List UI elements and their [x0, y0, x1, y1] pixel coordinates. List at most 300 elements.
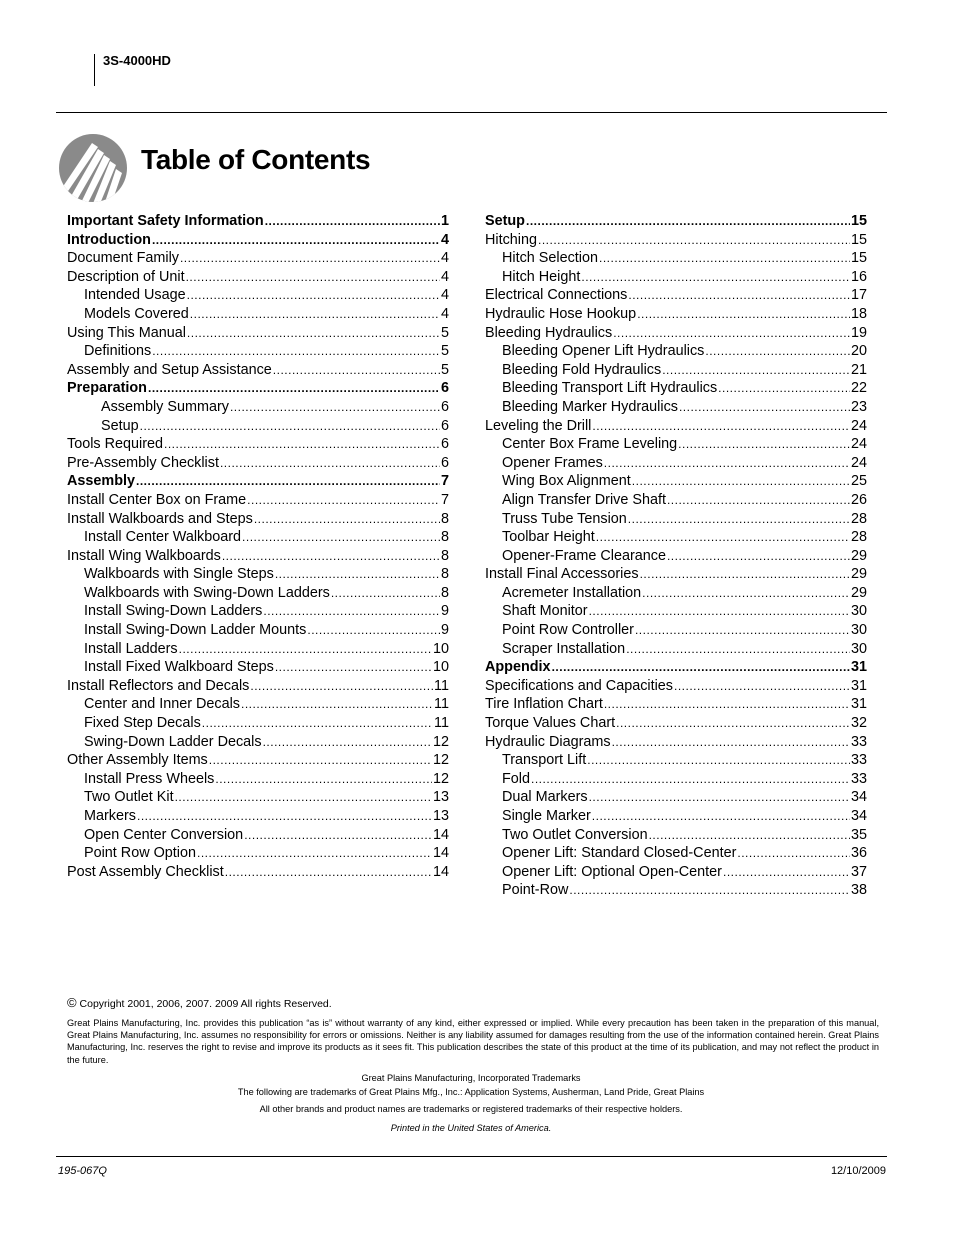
- toc-entry-label: Install Swing-Down Ladder Mounts: [84, 622, 307, 639]
- toc-leader-dots: [275, 658, 432, 677]
- toc-entry-label: Transport Lift: [502, 752, 587, 769]
- toc-entry[interactable]: [67, 584, 449, 603]
- toc-entry-label: Dual Markers: [502, 789, 588, 806]
- toc-entry-label: Hitching: [485, 231, 537, 248]
- toc-leader-dots: [737, 844, 850, 863]
- toc-entry-label: Open Center Conversion: [84, 826, 244, 843]
- toc-entry-page: 31: [850, 696, 867, 713]
- toc-entry[interactable]: [67, 788, 449, 807]
- toc-entry-label: Bleeding Marker Hydraulics: [502, 398, 678, 415]
- toc-entry-page: 20: [850, 343, 867, 360]
- toc-entry[interactable]: [67, 361, 449, 380]
- toc-entry-page: 12: [432, 752, 449, 769]
- toc-entry[interactable]: [67, 528, 449, 547]
- toc-entry-label: Important Safety Information: [67, 213, 264, 229]
- toc-entry-page: 5: [440, 361, 449, 378]
- toc-entry-page: 35: [850, 826, 867, 843]
- toc-leader-dots: [215, 770, 432, 789]
- toc-entry-page: 12: [432, 770, 449, 787]
- toc-entry-page: 9: [440, 603, 449, 620]
- top-divider: [56, 112, 887, 113]
- toc-entry[interactable]: [67, 268, 449, 287]
- toc-entry[interactable]: [67, 286, 449, 305]
- toc-leader-dots: [152, 342, 440, 361]
- toc-entry-label: Align Transfer Drive Shaft: [502, 491, 666, 508]
- toc-entry-page: 6: [440, 398, 449, 415]
- toc-entry[interactable]: [67, 807, 449, 826]
- toc-entry-page: 19: [850, 324, 867, 341]
- toc-entry-page: 12: [432, 733, 449, 750]
- toc-entry-label: Center and Inner Decals: [84, 696, 240, 713]
- toc-entry-page: 11: [434, 696, 449, 713]
- toc-leader-dots: [265, 212, 440, 231]
- toc-entry-label: Hitch Selection: [502, 250, 598, 267]
- toc-entry-page: 30: [850, 622, 867, 639]
- toc-entry-label: Scraper Installation: [502, 640, 626, 657]
- toc-entry-label: Two Outlet Conversion: [502, 826, 648, 843]
- toc-entry-label: Setup: [101, 417, 139, 434]
- toc-entry-page: 5: [440, 343, 449, 360]
- toc-entry-page: 15: [850, 231, 867, 248]
- toc-leader-dots: [175, 788, 432, 807]
- toc-entry-page: 21: [850, 361, 867, 378]
- toc-entry-label: Install Walkboards and Steps: [67, 510, 253, 527]
- toc-leader-dots: [242, 528, 440, 547]
- toc-leader-dots: [628, 286, 850, 305]
- page-title: Table of Contents: [141, 144, 371, 175]
- toc-entry-label: Two Outlet Kit: [84, 789, 174, 806]
- toc-entry-page: 33: [850, 733, 867, 750]
- toc-entry[interactable]: [67, 826, 449, 845]
- toc-entry-page: 22: [850, 380, 867, 397]
- toc-entry-page: 7: [440, 473, 449, 490]
- toc-entry[interactable]: [67, 491, 449, 510]
- toc-entry-label: Walkboards with Single Steps: [84, 566, 274, 583]
- toc-entry-label: Opener-Frame Clearance: [502, 547, 666, 564]
- toc-leader-dots: [247, 491, 440, 510]
- toc-entry-page: 6: [440, 454, 449, 471]
- toc-entry-label: Install Final Accessories: [485, 566, 639, 583]
- toc-leader-dots: [705, 342, 850, 361]
- toc-entry[interactable]: [67, 454, 449, 473]
- toc-entry-page: 17: [850, 287, 867, 304]
- toc-leader-dots: [589, 788, 850, 807]
- toc-leader-dots: [662, 361, 850, 380]
- toc-entry[interactable]: [67, 695, 449, 714]
- toc-leader-dots: [202, 714, 433, 733]
- toc-entry-label: Introduction: [67, 231, 151, 248]
- trademarks-list: The following are trademarks of Great Plains Mfg., Inc.: Application Systems, Ausherman, Land Pride, Great Plains: [237, 1087, 705, 1097]
- toc-entry-label: Install Swing-Down Ladders: [84, 603, 263, 620]
- toc-entry[interactable]: [67, 305, 449, 324]
- toc-entry[interactable]: [67, 547, 449, 566]
- toc-leader-dots: [538, 231, 850, 250]
- header-rule: [94, 54, 95, 86]
- toc-entry-label: Hitch Height: [502, 268, 581, 285]
- toc-entry[interactable]: [485, 881, 867, 900]
- toc-leader-dots: [613, 324, 850, 343]
- toc-entry[interactable]: [67, 342, 449, 361]
- toc-entry[interactable]: [485, 472, 867, 491]
- bottom-divider: [56, 1156, 887, 1157]
- toc-entry-page: 8: [440, 547, 449, 564]
- toc-leader-dots: [667, 547, 850, 566]
- toc-entry[interactable]: [485, 212, 867, 231]
- toc-entry-label: Install Fixed Walkboard Steps: [84, 659, 274, 676]
- toc-entry-page: 13: [432, 789, 449, 806]
- toc-entry[interactable]: [485, 547, 867, 566]
- toc-entry[interactable]: [67, 249, 449, 268]
- toc-leader-dots: [637, 305, 850, 324]
- toc-entry[interactable]: [485, 658, 867, 677]
- toc-entry[interactable]: [485, 268, 867, 287]
- toc-entry[interactable]: [485, 324, 867, 343]
- toc-entry-page: 9: [440, 622, 449, 639]
- toc-entry-page: 16: [850, 268, 867, 285]
- toc-entry[interactable]: [485, 714, 867, 733]
- toc-entry[interactable]: [67, 714, 449, 733]
- toc-entry-page: 10: [432, 640, 449, 657]
- toc-entry-label: Point Row Option: [84, 845, 196, 862]
- toc-entry-label: Specifications and Capacities: [485, 677, 673, 694]
- toc-entry-page: 15: [850, 250, 867, 267]
- toc-leader-dots: [241, 695, 433, 714]
- toc-leader-dots: [179, 640, 432, 659]
- toc-entry-label: Assembly Summary: [101, 398, 229, 415]
- toc-entry-label: Install Ladders: [84, 640, 178, 657]
- toc-leader-dots: [678, 435, 850, 454]
- toc-entry[interactable]: [485, 510, 867, 529]
- toc-right-column: [485, 212, 867, 900]
- copyright-symbol: ©: [67, 995, 77, 1010]
- toc-entry[interactable]: [485, 788, 867, 807]
- toc-entry-label: Bleeding Hydraulics: [485, 324, 613, 341]
- toc-entry[interactable]: [67, 602, 449, 621]
- toc-entry[interactable]: [485, 621, 867, 640]
- toc-entry-label: Models Covered: [84, 305, 189, 322]
- toc-entry-label: Bleeding Fold Hydraulics: [502, 361, 662, 378]
- trademarks-title: Great Plains Manufacturing, Incorporated Trademarks: [361, 1073, 581, 1083]
- toc-leader-dots: [718, 379, 850, 398]
- toc-entry-label: Description of Unit: [67, 268, 185, 285]
- toc-leader-dots: [263, 602, 440, 621]
- toc-entry[interactable]: [485, 844, 867, 863]
- toc-leader-dots: [649, 826, 850, 845]
- toc-entry-page: 13: [432, 808, 449, 824]
- toc-leader-dots: [137, 807, 432, 826]
- toc-entry[interactable]: [485, 602, 867, 621]
- toc-leader-dots: [628, 510, 850, 529]
- toc-entry-page: 32: [850, 715, 867, 732]
- toc-entry-page: 23: [850, 398, 867, 415]
- toc-entry-label: Leveling the Drill: [485, 417, 592, 434]
- toc-leader-dots: [186, 268, 440, 287]
- toc-entry-page: 29: [850, 547, 867, 564]
- toc-entry[interactable]: [485, 231, 867, 250]
- toc-entry-page: 31: [850, 659, 867, 676]
- toc-left-column: [67, 212, 449, 881]
- toc-entry[interactable]: [485, 398, 867, 417]
- toc-leader-dots: [640, 565, 850, 584]
- toc-leader-dots: [230, 398, 440, 417]
- toc-entry-label: Using This Manual: [67, 324, 186, 341]
- toc-entry-page: 11: [434, 715, 449, 732]
- toc-entry-page: 37: [850, 863, 867, 880]
- toc-entry[interactable]: [485, 770, 867, 789]
- toc-entry-page: 14: [432, 826, 449, 843]
- toc-entry-page: 24: [850, 417, 867, 434]
- toc-entry-label: Torque Values Chart: [485, 715, 616, 732]
- toc-entry-label: Bleeding Opener Lift Hydraulics: [502, 343, 705, 360]
- toc-entry-page: 4: [440, 268, 449, 285]
- toc-entry-page: 24: [850, 436, 867, 453]
- toc-entry-page: 36: [850, 845, 867, 862]
- toc-entry-page: 4: [440, 231, 449, 248]
- toc-entry-label: Install Reflectors and Decals: [67, 677, 250, 694]
- toc-entry-label: Tools Required: [67, 436, 163, 453]
- toc-entry-label: Opener Lift: Standard Closed-Center: [502, 845, 737, 862]
- toc-leader-dots: [632, 472, 850, 491]
- toc-entry[interactable]: [485, 379, 867, 398]
- toc-leader-dots: [604, 695, 850, 714]
- toc-entry-label: Bleeding Transport Lift Hydraulics: [502, 380, 718, 397]
- toc-entry-label: Shaft Monitor: [502, 603, 588, 620]
- toc-entry[interactable]: [67, 510, 449, 529]
- toc-entry-page: 4: [440, 250, 449, 267]
- toc-leader-dots: [599, 249, 850, 268]
- toc-entry-label: Preparation: [67, 380, 147, 397]
- toc-leader-dots: [180, 249, 440, 268]
- toc-entry-page: 33: [850, 770, 867, 787]
- toc-entry[interactable]: [67, 398, 449, 417]
- toc-entry[interactable]: [485, 286, 867, 305]
- toc-entry[interactable]: [485, 491, 867, 510]
- toc-entry-page: 8: [440, 529, 449, 546]
- toc-entry-label: Assembly: [67, 473, 135, 490]
- toc-entry-label: Center Box Frame Leveling: [502, 436, 678, 453]
- toc-leader-dots: [190, 305, 440, 324]
- document-date: 12/10/2009: [830, 1165, 886, 1177]
- toc-entry-label: Acremeter Installation: [502, 584, 642, 601]
- toc-leader-dots: [244, 826, 432, 845]
- toc-entry-label: Install Wing Walkboards: [67, 547, 221, 564]
- toc-entry-label: Point Row Controller: [502, 622, 634, 639]
- toc-entry[interactable]: [67, 565, 449, 584]
- toc-entry-page: 29: [850, 566, 867, 583]
- toc-entry[interactable]: [485, 417, 867, 436]
- toc-leader-dots: [667, 491, 850, 510]
- toc-leader-dots: [526, 212, 850, 231]
- toc-leader-dots: [587, 751, 850, 770]
- toc-entry[interactable]: [67, 751, 449, 770]
- toc-entry[interactable]: [485, 677, 867, 696]
- toc-entry-label: Wing Box Alignment: [502, 473, 631, 490]
- toc-leader-dots: [723, 863, 850, 882]
- toc-entry-page: 25: [850, 473, 867, 490]
- toc-entry[interactable]: [485, 640, 867, 659]
- toc-entry[interactable]: [67, 844, 449, 863]
- toc-entry[interactable]: [67, 324, 449, 343]
- toc-leader-dots: [140, 417, 440, 436]
- toc-entry-page: 34: [850, 808, 867, 824]
- toc-leader-dots: [187, 286, 440, 305]
- toc-leader-dots: [531, 770, 850, 789]
- toc-entry[interactable]: [67, 472, 449, 491]
- toc-entry[interactable]: [485, 751, 867, 770]
- toc-entry[interactable]: [67, 640, 449, 659]
- toc-entry[interactable]: [67, 621, 449, 640]
- toc-leader-dots: [589, 602, 850, 621]
- toc-entry-page: 14: [432, 863, 449, 880]
- printed-notice: Printed in the United States of America.: [390, 1123, 552, 1133]
- toc-entry[interactable]: [67, 733, 449, 752]
- toc-entry[interactable]: [485, 435, 867, 454]
- toc-entry-page: 8: [440, 566, 449, 583]
- toc-entry-page: 18: [850, 305, 867, 322]
- toc-leader-dots: [616, 714, 850, 733]
- toc-leader-dots: [209, 751, 432, 770]
- toc-entry-page: 29: [850, 584, 867, 601]
- toc-entry-label: Install Center Box on Frame: [67, 491, 247, 508]
- toc-leader-dots: [592, 417, 850, 436]
- toc-entry[interactable]: [67, 379, 449, 398]
- toc-entry[interactable]: [485, 361, 867, 380]
- toc-entry-page: 33: [850, 752, 867, 769]
- toc-entry[interactable]: [485, 249, 867, 268]
- toc-entry-page: 31: [850, 677, 867, 694]
- toc-entry-page: 30: [850, 640, 867, 657]
- toc-entry-label: Other Assembly Items: [67, 752, 208, 769]
- toc-entry-page: 6: [440, 417, 449, 434]
- toc-leader-dots: [220, 454, 440, 473]
- toc-entry-label: Post Assembly Checklist: [67, 863, 224, 880]
- toc-entry-page: 4: [440, 305, 449, 322]
- toc-leader-dots: [635, 621, 850, 640]
- toc-entry-label: Pre-Assembly Checklist: [67, 454, 219, 471]
- toc-entry[interactable]: [485, 695, 867, 714]
- toc-leader-dots: [197, 844, 432, 863]
- toc-entry[interactable]: [67, 863, 449, 882]
- toc-leader-dots: [604, 454, 850, 473]
- toc-entry-label: Hydraulic Diagrams: [485, 733, 611, 750]
- toc-entry[interactable]: [485, 342, 867, 361]
- toc-entry-page: 34: [850, 789, 867, 806]
- copyright-text: Copyright 2001, 2006, 2007. 2009 All rights Reserved.: [79, 998, 332, 1010]
- toc-leader-dots: [225, 863, 432, 882]
- toc-entry[interactable]: [67, 770, 449, 789]
- toc-entry-page: 6: [440, 380, 449, 397]
- toc-entry[interactable]: [485, 528, 867, 547]
- toc-leader-dots: [136, 472, 440, 491]
- toc-entry-label: Install Center Walkboard: [84, 529, 242, 546]
- toc-leader-dots: [263, 733, 432, 752]
- toc-entry-label: Hydraulic Hose Hookup: [485, 305, 637, 322]
- toc-leader-dots: [275, 565, 440, 584]
- toc-entry[interactable]: [485, 733, 867, 752]
- toc-leader-dots: [164, 435, 440, 454]
- toc-entry-label: Document Family: [67, 250, 179, 267]
- toc-entry-page: 14: [432, 845, 449, 862]
- toc-entry-label: Swing-Down Ladder Decals: [84, 733, 262, 750]
- toc-leader-dots: [569, 881, 850, 900]
- toc-entry-label: Definitions: [84, 343, 152, 360]
- toc-leader-dots: [592, 807, 850, 826]
- toc-leader-dots: [552, 658, 850, 677]
- toc-entry-label: Fixed Step Decals: [84, 715, 201, 732]
- toc-entry[interactable]: [485, 807, 867, 826]
- toc-entry[interactable]: [67, 231, 449, 250]
- toc-leader-dots: [148, 379, 440, 398]
- toc-entry-page: 28: [850, 529, 867, 546]
- toc-leader-dots: [612, 733, 850, 752]
- copyright-line: [67, 995, 332, 1010]
- toc-leader-dots: [626, 640, 850, 659]
- toc-entry[interactable]: [485, 565, 867, 584]
- toc-leader-dots: [250, 677, 433, 696]
- toc-entry[interactable]: [485, 454, 867, 473]
- toc-entry-page: 1: [440, 213, 449, 229]
- toc-entry-label: Appendix: [485, 659, 551, 676]
- toc-entry[interactable]: [485, 826, 867, 845]
- toc-entry[interactable]: [67, 212, 449, 231]
- toc-entry-page: 38: [850, 882, 867, 899]
- toc-entry-label: Assembly and Setup Assistance: [67, 361, 272, 378]
- toc-entry[interactable]: [485, 584, 867, 603]
- toc-entry-label: Single Marker: [502, 808, 591, 824]
- toc-entry-label: Fold: [502, 770, 530, 787]
- toc-entry-page: 8: [440, 510, 449, 527]
- toc-entry-page: 11: [434, 677, 449, 694]
- toc-entry-page: 6: [440, 436, 449, 453]
- toc-entry-page: 15: [850, 213, 867, 229]
- toc-leader-dots: [581, 268, 850, 287]
- toc-entry-label: Electrical Connections: [485, 287, 628, 304]
- toc-entry-label: Point-Row: [502, 882, 569, 899]
- toc-entry[interactable]: [485, 863, 867, 882]
- model-number: 3S-4000HD: [103, 53, 171, 68]
- toc-leader-dots: [679, 398, 850, 417]
- toc-leader-dots: [596, 528, 850, 547]
- toc-leader-dots: [222, 547, 440, 566]
- toc-entry[interactable]: [485, 305, 867, 324]
- toc-entry-page: 7: [440, 491, 449, 508]
- toc-entry-label: Tire Inflation Chart: [485, 696, 603, 713]
- toc-entry-label: Opener Lift: Optional Open-Center: [502, 863, 722, 880]
- toc-entry-label: Walkboards with Swing-Down Ladders: [84, 584, 330, 601]
- disclaimer: Great Plains Manufacturing, Inc. provides this publication “as is” without warranty of any kind, either expressed or implied. While every precaution has been taken in the preparation of this manual, Great Plains Manufacturing, Inc. assumes no responsibility for errors or omissions. Neither is any liability assumed for damages resulting from the use of the information contained herein. Great Plains Manufacturing, Inc. reserves the right to revise and improve its products as it sees fit. This publication describes the state of this product at the time of its publication, and may not reflect the product in the future.: [67, 1018, 879, 1065]
- toc-entry-page: 24: [850, 454, 867, 471]
- toc-entry[interactable]: [67, 417, 449, 436]
- toc-entry[interactable]: [67, 677, 449, 696]
- toc-leader-dots: [674, 677, 850, 696]
- toc-entry[interactable]: [67, 435, 449, 454]
- toc-entry-label: Intended Usage: [84, 287, 186, 304]
- toc-entry-page: 28: [850, 510, 867, 527]
- toc-entry-page: 8: [440, 584, 449, 601]
- toc-entry-label: Truss Tube Tension: [502, 510, 627, 527]
- toc-leader-dots: [307, 621, 440, 640]
- other-brands-notice: All other brands and product names are trademarks or registered trademarks of their respective holders.: [259, 1104, 683, 1114]
- toc-leader-dots: [642, 584, 850, 603]
- toc-entry-label: Markers: [84, 808, 136, 824]
- toc-entry[interactable]: [67, 658, 449, 677]
- toc-entry-label: Setup: [485, 213, 525, 229]
- toc-entry-page: 26: [850, 491, 867, 508]
- toc-entry-page: 5: [440, 324, 449, 341]
- toc-entry-label: Toolbar Height: [502, 529, 595, 546]
- toc-leader-dots: [152, 231, 440, 250]
- toc-leader-dots: [254, 510, 440, 529]
